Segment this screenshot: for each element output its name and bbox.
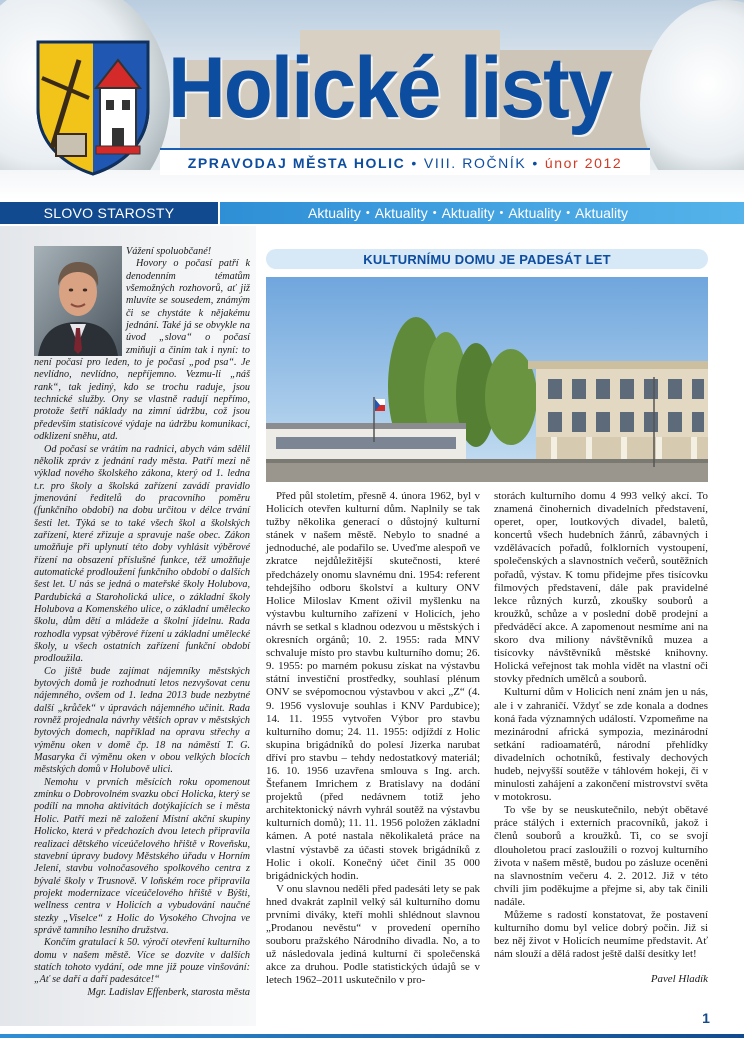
separator: • bbox=[499, 207, 504, 219]
town-crest-icon bbox=[34, 38, 152, 176]
volume-label: VIII. ROČNÍK bbox=[423, 154, 527, 171]
editorial-paragraph: Hovory o počasí patří k denodenním tématům všemožných rozhovorů, ať již mluvíte se sousedem, známým či se chystáte k nějakému jednání. Také já se obvykle na úvod „slova“ o počasí zmiňuji a činím tak i nyní: to není počasí pro leden, to je počasí „pod psa“. Je nevlídno, nevlídno, nepříjemno. Vezmu-li „náš rank“, tak jediný, kdo se trochu raduje, jsou technické služby. Ony se vlastně radují nepřímo, protože šetří náklady na zimní údržbu, což jsou především statisícové výdaje na údržbu komunikací, odklizení sněhu, atd. bbox=[34, 258, 250, 443]
article-paragraph: Můžeme s radostí konstatovat, že postavení kulturního domu byl velice dobrý počin. Již si bez něj život v Holicích neumíme představit. Ať nám slouží a dělá radost ještě další desítky let! bbox=[494, 909, 708, 961]
tab-aktuality[interactable]: Aktuality bbox=[374, 205, 428, 221]
tab-aktuality[interactable]: Aktuality bbox=[441, 205, 495, 221]
masthead-subtitle bbox=[160, 148, 650, 175]
portrait-spacer bbox=[34, 246, 126, 356]
mayor-editorial bbox=[34, 246, 250, 999]
article-paragraph: Kulturní dům v Holicích není znám jen u nás, ale i v zahraničí. Vždyť se zde konala a dodnes koná řada významných událostí. Vzpomeňme na mezinárodní africká sympozia, mezinárodní setkání radioamatérů, národní přehlídky divadelních ochotníků, festivaly dechových hudeb, nejvyšší soutěže v táhlovém hokeji, či v minulosti zahájení a zakončení mistrovství světa v motokrosu. bbox=[494, 686, 708, 804]
footer-rule bbox=[0, 1034, 744, 1038]
article-title: KULTURNÍMU DOMU JE PADESÁT LET bbox=[266, 249, 708, 269]
masthead bbox=[0, 0, 744, 200]
article-paragraph: V onu slavnou neděli před padesáti lety se pak hned dvakrát zaplnil velký sál kulturního domu prvními diváky, kteří mohli shlédnout slavnou „Prodanou nevěstu“ v provedení operního souboru pražského Národního divadla. No, a to už následovala jediná kulturní či společenská akce za druhou. Podle statistických údajů se v letech 1962–2011 uskutečnilo v pro- bbox=[266, 882, 480, 987]
article-column-right bbox=[494, 490, 708, 988]
tab-aktuality[interactable]: Aktuality bbox=[308, 205, 361, 221]
separator: • bbox=[432, 207, 437, 219]
newsletter-name: ZPRAVODAJ MĚSTA HOLIC bbox=[187, 154, 406, 171]
issue-date: únor 2012 bbox=[544, 154, 623, 171]
article-author: Pavel Hladík bbox=[650, 973, 708, 986]
separator: • bbox=[365, 207, 370, 219]
article-paragraph: To vše by se neuskutečnilo, nebýt obětavé práce stálých i externích pracovníků, jakož i členů souborů a kroužků. Ti, co se svojí dlouholetou prací zasloužili o rozvoj kulturního života v našem městě, budou po zásluze oceněni na slavnostním večeru 4. 2. 2012. Již v této chvíli jim poděkujme a přejme si, aby tak činili nadále. bbox=[494, 804, 708, 908]
editorial-paragraph: Končím gratulací k 50. výročí otevření kulturního domu v našem městě. Více se dozvíte v dalších statích tohoto vydání, ode mne již pouze vinšování: „Ať se daří a daří padesátce!“ bbox=[34, 937, 250, 986]
editorial-paragraph: Nemohu v prvních měsících roku opomenout zmínku o Dobrovolném svazku obcí Holicka, který se podílí na mnoha aktivitách dotýkajících se i města Holic. Patří mezi ně založení Místní akční skupiny Holicko, která v předchozích dvou letech připravila realizaci dětského víceúčelového hřiště v Roveňsku, stavební úpravy budovy Městského úřadu v Horním Jelení, stavbu volnočasového spolkového centra z bývalé školy v Trusnově. V loňském roce připravila projekt modernizace víceúčelového hřiště v Býšti, wellness centra v Holicích a vybudování naučné stezky „Viselce“ z Holic do Vysokého Chvojna ve správě tamního lesního družstva. bbox=[34, 776, 250, 936]
article-body bbox=[266, 490, 708, 988]
separator: • bbox=[532, 154, 539, 171]
section-label-mayor: SLOVO STAROSTY bbox=[0, 202, 218, 224]
editorial-signature: Mgr. Ladislav Effenberk, starosta města bbox=[87, 986, 250, 998]
separator: • bbox=[411, 154, 418, 171]
editorial-paragraph: Co jiště bude zajímat nájemníky městských bytových domů je rozhodnutí letos nezvyšovat cenu nájemného, ovšem od 1. ledna 2013 bude nezbytné další „krůček“ v úpravách nájemného učinit. Rada rovněž projednala návrhy větších oprav v městských bytových domech, například na opravu střechy a výměnu oken v domě čp. 18 na náměstí T. G. Masaryka či výměnu oken v obou velkých blocích městských domů v Holubově ulici. bbox=[34, 665, 250, 776]
page-number: 1 bbox=[702, 1010, 710, 1026]
section-tabs bbox=[220, 202, 744, 224]
tab-aktuality[interactable]: Aktuality bbox=[575, 205, 629, 221]
editorial-paragraph: Od počasí se vrátím na radnici, abych vám sdělil několik zpráv z jednání rady města. Patří mezi ně výklad nového školského zákona, který od 1. ledna t.r. pro školy a školská zařízení zavádí pravidlo jmenování ředitelů do pracovního poměru (funkčního období) na dobu určitou v délce trvání šesti let. Týká se to také všech škol a školských zařízení, které zřizuje a spravuje naše obec. Zákon umožňuje při uplynutí této doby vyhlásit výběrové řízení na obsazení příslušné funkce, též umožňuje automatické prodloužení funkčního období o dalších šest let. U nás se jedná o mateřské školy Holubova, Pardubická a Staroholická ulice, o základní školy Holubova a Komenského ulice, o základní umělecko školu, dům dětí a mládeže a školní jídelnu. Rada rozhodla vypsat výběrové řízení u základní umělecké školy, u všech ostatních zařízení funkční období prodloužila. bbox=[34, 443, 250, 665]
tab-aktuality[interactable]: Aktuality bbox=[508, 205, 562, 221]
separator: • bbox=[566, 207, 571, 219]
masthead-title: Holické listy bbox=[168, 40, 611, 136]
article-column-left bbox=[266, 490, 480, 988]
article-paragraph: storách kulturního domu 4 993 velký akcí. To znamená činohernich divadelních představení, operet, oper, loutkových divadel, baletů, koncertů všech hudebních žánrů, zábavných i vzdělávacích pořadů, folklorních vystoupení, společenských a slavnostních večerů, soutěžních pořadů, výstav. K tomu přidejme přes tisícovku filmových představení, dále pak pravidelné lekce různých kurzů, zkoušky souborů a kroužků, schůze a v poslední době prodejní a předváděcí akce. A zapomenout nesmíme ani na skoro dva miliony návštěvníků muzea a tisícovky návštěvníků městské knihovny. Holická veřejnost tak mohla vidět na vlastní oči stovky předních umělců a souborů. bbox=[494, 490, 708, 686]
cultural-house-photo bbox=[266, 277, 708, 482]
editorial-paragraph: Vážení spoluobčané! bbox=[126, 246, 212, 257]
article-paragraph: Před půl stoletím, přesně 4. února 1962, byl v Holicích otevřen kulturní dům. Naplnily se tak tužby několika generací o důstojný kulturní stánek v našem městě. Nebylo to snadné a jednoduché, ale podařilo se. Uveďme alespoň ve zkratce nejdůležitější skutečnosti, které předcházely onomu slavnému dni. 1954: referent tehdejšího odboru školství a kultury ONV Holice Miloslav Kment oživil myšlenku na výstavbu kulturního zařízení v Holicích, jeho návrh se setkal s kladnou odezvou u městských i okresních orgánů; 10. 2. 1955: rada MNV schvaluje místo pro stavbu kulturního domu; 26. 9. 1955: po marném pokusu získat na výstavbu státní investiční prostředky, souhlasí plénum ONV se svépomocnou výstavbou v akci „Z“ (4. 9. 1956 vyslovuje souhlas i KNV Pardubice); 14. 11. 1955 vytvořen Výbor pro stavbu kulturního domu; 24. 11. 1955: odjíždí z Holic skupina brigádníků do polesí Jizerka narubat dříví pro stavbu – tehdy nedostatkový materiál; 16. 10. 1956 uzavřena smlouva s Ing. arch. Štefanem Imrichem z Bratislavy na dodání projektů (před nedávnem totiž jeho architektonický návrh vyhrál soutěž na výstavbu kulturních domů); 11. 11. 1956 položen základní kámen. A poté nastala několikaletá práce na vlastní výstavbě za účasti stovek brigádníků z Holic i okolí. Konečný účet činil 35 000 brigádnických hodin. bbox=[266, 490, 480, 882]
